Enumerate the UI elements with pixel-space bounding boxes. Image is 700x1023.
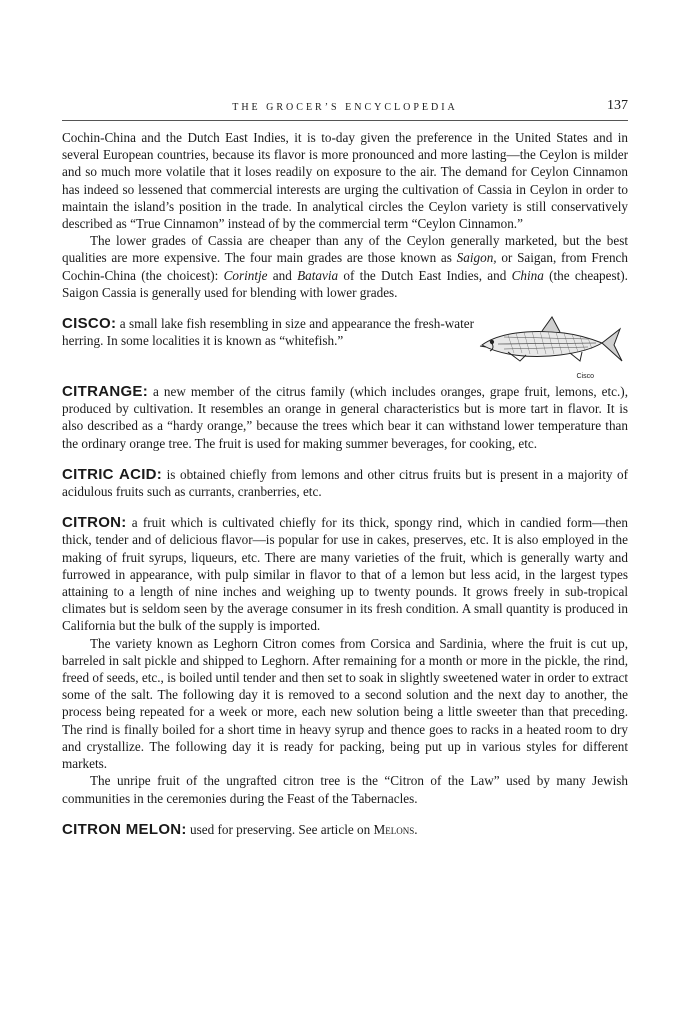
running-title: THE GROCER’S ENCYCLOPEDIA (232, 102, 458, 113)
citrange-paragraph (62, 383, 628, 452)
melons-cross-reference: Melons. (373, 821, 418, 837)
page (62, 96, 628, 838)
cassia-text-2c: and (267, 267, 298, 283)
cassia-paragraph-1 (62, 129, 628, 232)
cassia-text-2d: of the Dutch East Indies, and (338, 267, 512, 283)
cisco-entry (62, 315, 628, 381)
cisco-paragraph (62, 315, 474, 349)
citric-acid-heading: CITRIC ACID: (62, 465, 163, 483)
cassia-text-2a: The lower grades of Cassia are cheaper than any of the Ceylon generally marketed, but the best qualities are more expensive. The four main grades are those known as (62, 233, 628, 266)
citron-text-1: a fruit which is cultivated chiefly for its thick, spongy rind, which in candied form—then thick, tender and of delicious flavor—is popular for use in cakes, preserves, etc. It is also employed in the making of fruit syrups, liqueurs, etc. There are many varieties of the fruit, which is generally warty and furrowed in appearance, with pulp similar in flavor to that of a lemon but less acid, in the largest types attaining to a length of nine inches and weighing up to twenty pounds. It grows freely in sub-tropical climates but is seldom seen by the average consumer in its fresh condition. A small quantity is produced in California but the bulk of the supply is imported. (62, 515, 628, 634)
china-term: China (511, 267, 544, 283)
cassia-text-2e: (the cheapest). Saigon Cassia is generally used for blending with lower grades. (62, 267, 628, 300)
cassia-paragraph-2 (62, 232, 628, 301)
cisco-heading: CISCO: (62, 315, 117, 333)
citrange-entry (62, 383, 628, 452)
cisco-fish-icon (468, 311, 626, 373)
citrange-text: a new member of the citrus family (which includes oranges, grape fruit, lemons, etc.), produced by cultivation. It resembles an orange in general characteristics but is more tart in flavor. It is also described as a “hardy orange,” because the trees which bear it can withstand lower temperature than the ordinary orange tree. The fruit is used for making summer beverages, for cooking, etc. (62, 384, 628, 451)
citric-acid-text: is obtained chiefly from lemons and other citrus fruits but is present in a majority of acidulous fruits such as currants, cranberries, etc. (62, 466, 628, 500)
citron-paragraph-3: The unripe fruit of the ungrafted citron tree is the “Citron of the Law” used by many Jewish communities in the ceremonies during the Feast of the Tabernacles. (62, 773, 628, 806)
page-number: 137 (607, 98, 628, 113)
running-header (62, 96, 628, 121)
cassia-text-2b: or Saigan, from French Cochin-China (the choicest): (62, 250, 628, 283)
cisco-text: a small lake fish resembling in size and appearance the fresh-water herring. In some localities it is known as “whitefish.” (62, 316, 474, 349)
citric-acid-entry (62, 466, 628, 500)
cassia-text-1: Cochin-China and the Dutch East Indies, it is to-day given the preference in the United States and in several European countries, because its flavor is more pronounced and more lasting—the Ceylon is milder and so much more volatile that it loses readily on exposure to the air. The demand for Ceylon Cinnamon has indeed so lessened that commercial interests are urging the cultivation of Cassia in Ceylon in order to maintain the island’s position in the trade. In analytical circles the Ceylon variety is still conservatively described as “True Cinnamon” instead of by the commercial term “Ceylon Cinnamon.” (62, 130, 628, 232)
saigon-term: Saigon, (456, 250, 497, 266)
citron-melon-text: used for preserving. See article on (186, 821, 374, 837)
cisco-caption: Cisco (576, 373, 594, 381)
citron-heading: CITRON: (62, 514, 127, 532)
citrange-heading: CITRANGE: (62, 383, 149, 401)
citron-melon-heading: CITRON MELON: (62, 820, 187, 838)
citron-melon-entry (62, 821, 628, 838)
citric-acid-paragraph (62, 466, 628, 500)
citron-paragraph-2: The variety known as Leghorn Citron comes from Corsica and Sardinia, where the fruit is cut up, barreled in salt pickle and shipped to Leghorn. After remaining for a month or more in the pickle, the rind, freed of seeds, etc., is boiled until tender and then set to soak in slightly sweetened water in order to extract some of the salt. The following day it is removed to a second solution and the next day to another, the process being repeated for a week or more, each new solution being a little sweeter than that preceding. The rind is finally boiled for a short time in heavy syrup and thence goes to racks in a heated room to dry and crystallize. The following day it is ready for packing, being put up in various styles for different markets. (62, 635, 628, 772)
corintje-term: Corintje (223, 267, 268, 283)
citron-paragraph-1 (62, 514, 628, 634)
citron-entry (62, 514, 628, 806)
citron-melon-paragraph (62, 821, 628, 838)
batavia-term: Batavia (297, 267, 339, 283)
